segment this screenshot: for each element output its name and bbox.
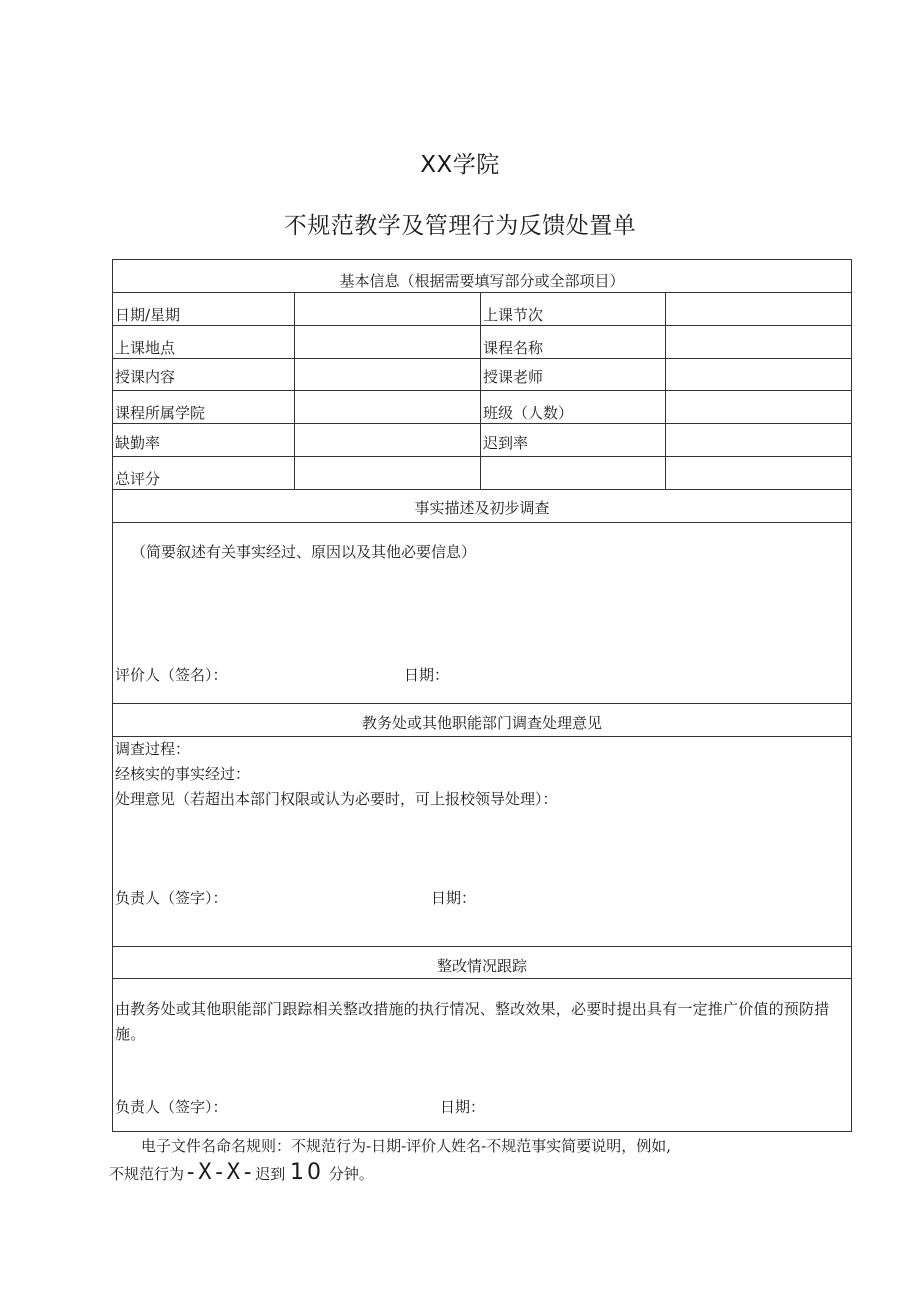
label-class-period: 上课节次: [483, 306, 544, 324]
field-date-weekday[interactable]: [299, 304, 475, 326]
investigation-signer-label: 负责人（签字）：: [115, 889, 228, 907]
investigation-opinion-label: 处理意见（若超出本部门权限或认为必要时，可上报校领导处理）：: [115, 790, 558, 808]
facts-hint: （简要叙述有关事实经过、原因以及其他必要信息）: [131, 543, 477, 561]
label-late-rate: 迟到率: [483, 434, 529, 452]
facts-evaluator-label: 评价人（签名）：: [115, 666, 228, 684]
example-code: -X-X-: [184, 1160, 256, 1185]
facts-date-label: 日期：: [404, 666, 450, 684]
field-extra-1[interactable]: [483, 465, 659, 487]
example-number: 10: [290, 1160, 325, 1185]
filename-example: [109, 1160, 374, 1185]
field-class-size[interactable]: [670, 402, 846, 424]
field-class-location[interactable]: [299, 337, 475, 359]
label-date-weekday: 日期/星期: [115, 306, 181, 324]
field-extra-2[interactable]: [670, 465, 846, 487]
example-mid: 迟到: [255, 1165, 286, 1183]
investigation-heading: 教务处或其他职能部门调查处理意见: [361, 714, 602, 732]
field-absence-rate[interactable]: [299, 432, 475, 454]
rectification-description: 由教务处或其他职能部门跟踪相关整改措施的执行情况、整改效果，必要时提出具有一定推广价值的预防措施。: [115, 1000, 830, 1043]
label-absence-rate: 缺勤率: [115, 434, 161, 452]
rectification-signer-label: 负责人（签字）：: [115, 1098, 228, 1116]
label-total-score: 总评分: [115, 470, 161, 488]
label-teacher: 授课老师: [483, 368, 544, 386]
field-total-score[interactable]: [299, 465, 475, 487]
rectification-heading: 整改情况跟踪: [436, 957, 527, 975]
label-teaching-content: 授课内容: [115, 368, 176, 386]
investigation-process-label: 调查过程：: [115, 740, 191, 758]
label-course-name: 课程名称: [483, 339, 544, 357]
field-course-college[interactable]: [299, 402, 475, 424]
basic-info-heading: 基本信息（根据需要填写部分或全部项目）: [339, 272, 625, 290]
field-teacher[interactable]: [670, 366, 846, 388]
field-class-period[interactable]: [670, 304, 846, 326]
form-title: 不规范教学及管理行为反馈处置单: [283, 213, 637, 239]
example-suffix: 分钟。: [328, 1165, 374, 1183]
rectification-date-label: 日期：: [440, 1098, 486, 1116]
investigation-verified-label: 经核实的事实经过：: [115, 765, 251, 783]
filename-rule: 电子文件名命名规则：不规范行为-日期-评价人姓名-不规范事实简要说明，例如,: [141, 1137, 671, 1155]
feedback-form-table: [112, 259, 852, 1132]
label-class-size: 班级（人数）: [483, 404, 574, 422]
school-title: XX学院: [420, 152, 500, 178]
field-teaching-content[interactable]: [299, 366, 475, 388]
label-class-location: 上课地点: [115, 339, 176, 357]
facts-heading: 事实描述及初步调查: [414, 499, 550, 517]
field-course-name[interactable]: [670, 337, 846, 359]
label-course-college: 课程所属学院: [115, 404, 206, 422]
field-late-rate[interactable]: [670, 432, 846, 454]
investigation-date-label: 日期：: [431, 889, 477, 907]
example-prefix: 不规范行为: [109, 1165, 185, 1183]
